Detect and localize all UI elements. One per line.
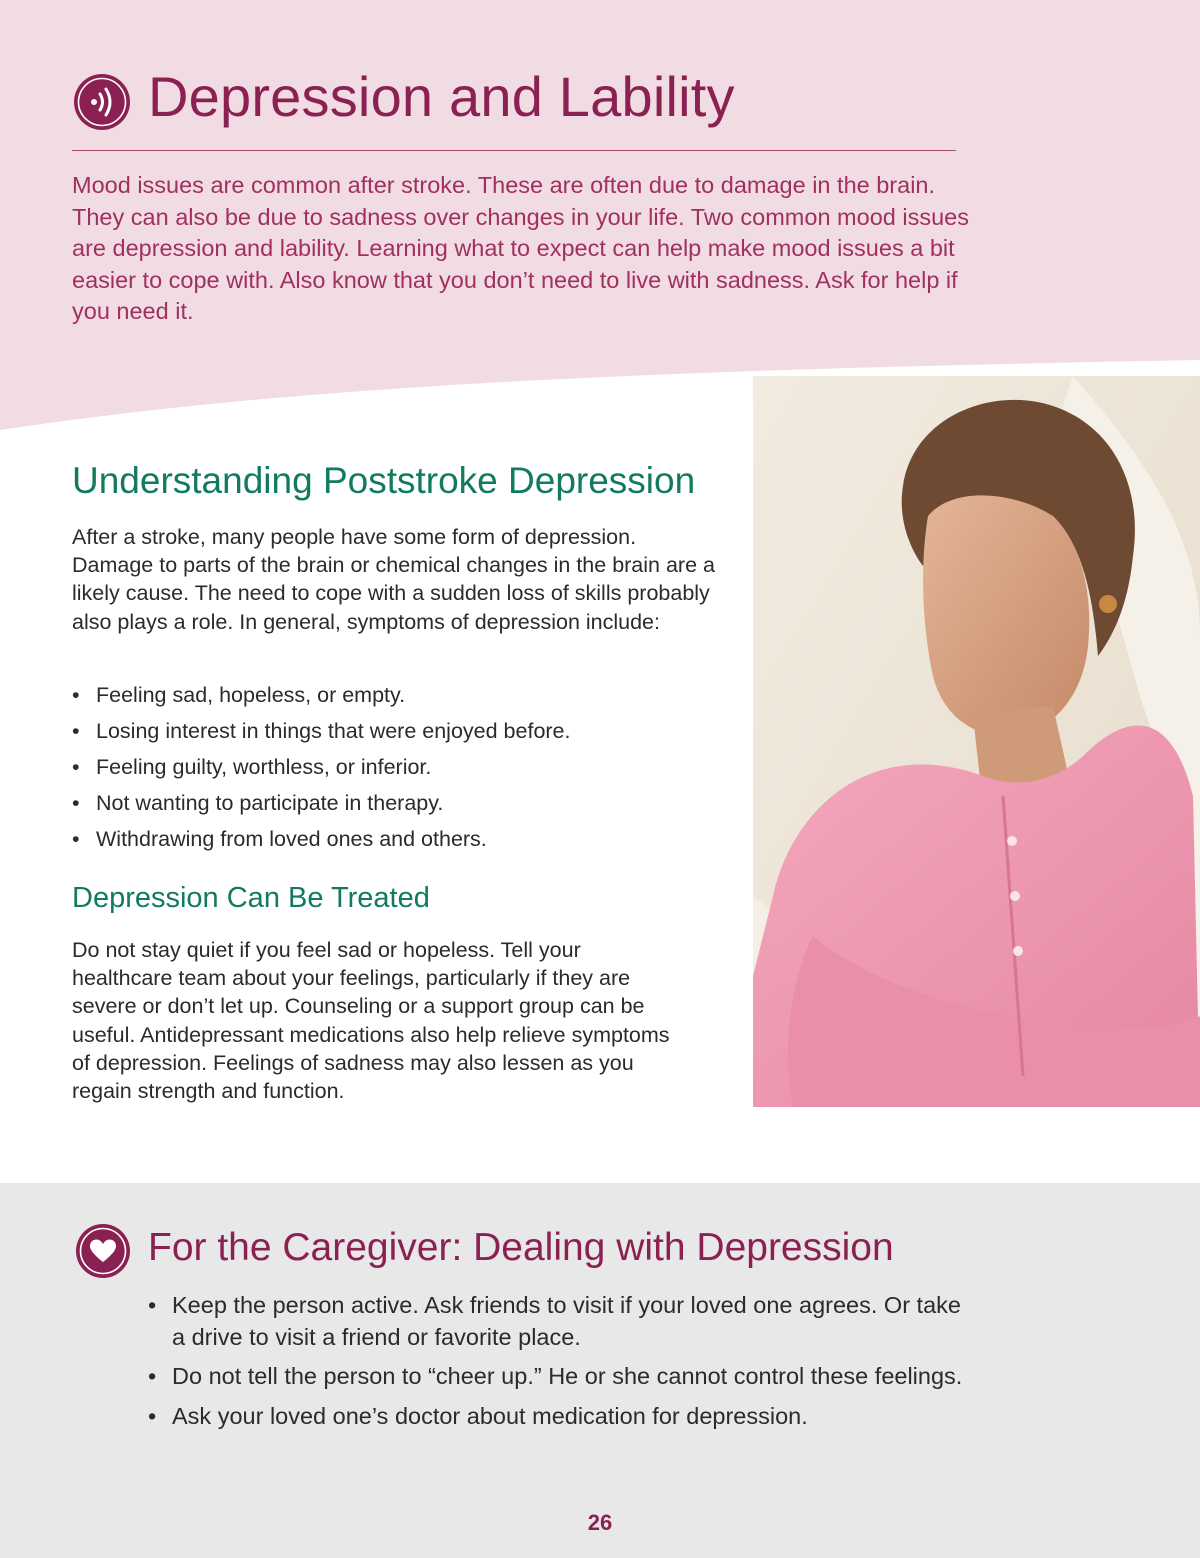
list-item: • Keep the person active. Ask friends to visit if your loved one agrees. Or take a drive to visit a friend or favorite place.: [148, 1290, 978, 1353]
title-divider: [72, 150, 956, 151]
list-item: • Feeling guilty, worthless, or inferior.: [72, 752, 571, 788]
section-heading: Understanding Poststroke Depression: [72, 460, 696, 501]
caregiver-heading: For the Caregiver: Dealing with Depression: [148, 1226, 894, 1269]
sub-heading: Depression Can Be Treated: [72, 882, 430, 914]
page-number: 26: [587, 1510, 613, 1535]
list-item: • Feeling sad, hopeless, or empty.: [72, 680, 571, 716]
list-item: • Ask your loved one’s doctor about medication for depression.: [148, 1401, 978, 1433]
depression-paragraph: After a stroke, many people have some form of depression. Damage to parts of the brain or chemical changes in the brain are a likely cause. The need to cope with a sudden loss of skills probably also plays a role. In general, symptoms of depression include:: [72, 525, 715, 634]
symptom-list: [72, 680, 571, 860]
treatment-paragraph: Do not stay quiet if you feel sad or hopeless. Tell your healthcare team about your feelings, particularly if they are severe or don’t let up. Counseling or a support group can be useful. Antidepressant medications also help relieve symptoms of depression. Feelings of sadness may also lessen as you regain strength and function.: [72, 938, 670, 1104]
sound-waves-icon: [72, 72, 132, 132]
page-title: Depression and Lability: [148, 65, 735, 128]
list-item: • Losing interest in things that were enjoyed before.: [72, 716, 571, 752]
intro-paragraph: Mood issues are common after stroke. These are often due to damage in the brain. They can also be due to sadness over changes in your life. Two common mood issues are depression and lability. Learning what to expect can help make mood issues a bit easier to cope with. Also know that you don’t need to live with sadness. Ask for help if you need it.: [72, 172, 969, 324]
list-item: • Withdrawing from loved ones and others.: [72, 824, 571, 860]
list-item: • Not wanting to participate in therapy.: [72, 788, 571, 824]
woman-in-pink-sweater-photo: [753, 376, 1200, 1107]
list-item: • Do not tell the person to “cheer up.” He or she cannot control these feelings.: [148, 1361, 978, 1393]
caregiver-list: [148, 1290, 978, 1440]
heart-icon: [74, 1222, 132, 1280]
